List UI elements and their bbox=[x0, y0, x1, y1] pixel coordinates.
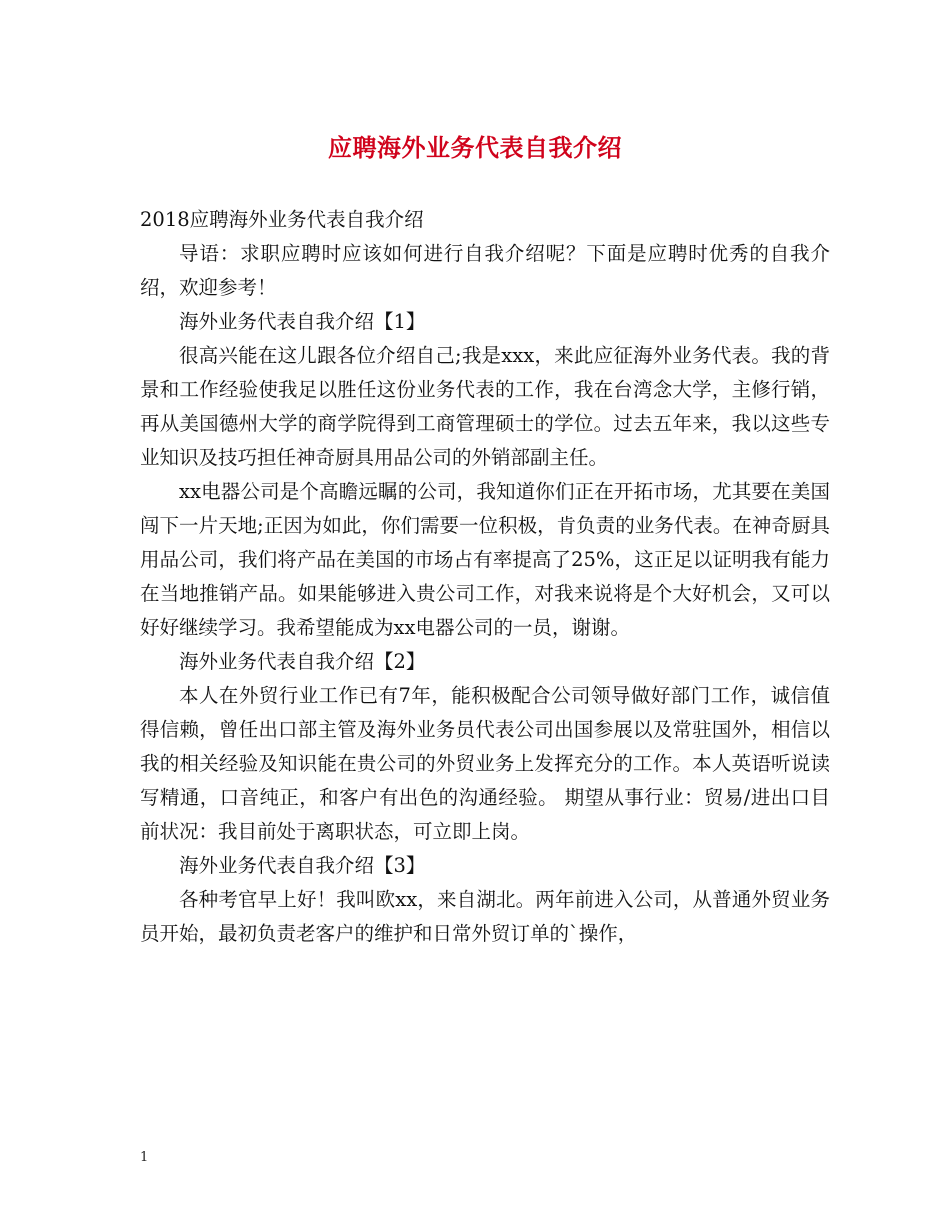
section-heading-2: 海外业务代表自我介绍【2】 bbox=[179, 650, 426, 673]
section-heading-3: 海外业务代表自我介绍【3】 bbox=[179, 854, 426, 877]
paragraph-subtitle: 2018应聘海外业务代表自我介绍 bbox=[140, 208, 424, 231]
paragraph-intro: 导语：求职应聘时应该如何进行自我介绍呢？下面是应聘时优秀的自我介绍，欢迎参考！ bbox=[140, 242, 830, 299]
paragraph-1b: xx电器公司是个高瞻远瞩的公司，我知道你们正在开拓市场，尤其要在美国闯下一片天地;正因为如此，你们需要一位积极，肯负责的业务代表。在神奇厨具用品公司，我们将产品在美国的市场占有率提高了25%，这正足以证明我有能力在当地推销产品。如果能够进入贵公司工作，对我来说将是个大好机会，又可以好好继续学习。我希望能成为xx电器公司的一员，谢谢。 bbox=[140, 480, 830, 639]
section-heading-1: 海外业务代表自我介绍【1】 bbox=[179, 310, 426, 333]
document-body bbox=[140, 203, 830, 951]
paragraph-3: 各种考官早上好！我叫欧xx，来自湖北。两年前进入公司，从普通外贸业务员开始，最初负责老客户的维护和日常外贸订单的`操作， bbox=[140, 888, 830, 945]
paragraph-2: 本人在外贸行业工作已有7年，能积极配合公司领导做好部门工作，诚信值得信赖，曾任出口部主管及海外业务员代表公司出国参展以及常驻国外，相信以我的相关经验及知识能在贵公司的外贸业务上发挥充分的工作。本人英语听说读写精通，口音纯正，和客户有出色的沟通经验。 期望从事行业：贸易/进出口目前状况：我目前处于离职状态，可立即上岗。 bbox=[140, 684, 830, 843]
paragraph-1a: 很高兴能在这儿跟各位介绍自己;我是xxx，来此应征海外业务代表。我的背景和工作经验使我足以胜任这份业务代表的工作，我在台湾念大学，主修行销，再从美国德州大学的商学院得到工商管理硕士的学位。过去五年来，我以这些专业知识及技巧担任神奇厨具用品公司的外销部副主任。 bbox=[140, 344, 830, 469]
page-number: 1 bbox=[140, 1150, 149, 1165]
document-title: 应聘海外业务代表自我介绍 bbox=[328, 133, 622, 162]
